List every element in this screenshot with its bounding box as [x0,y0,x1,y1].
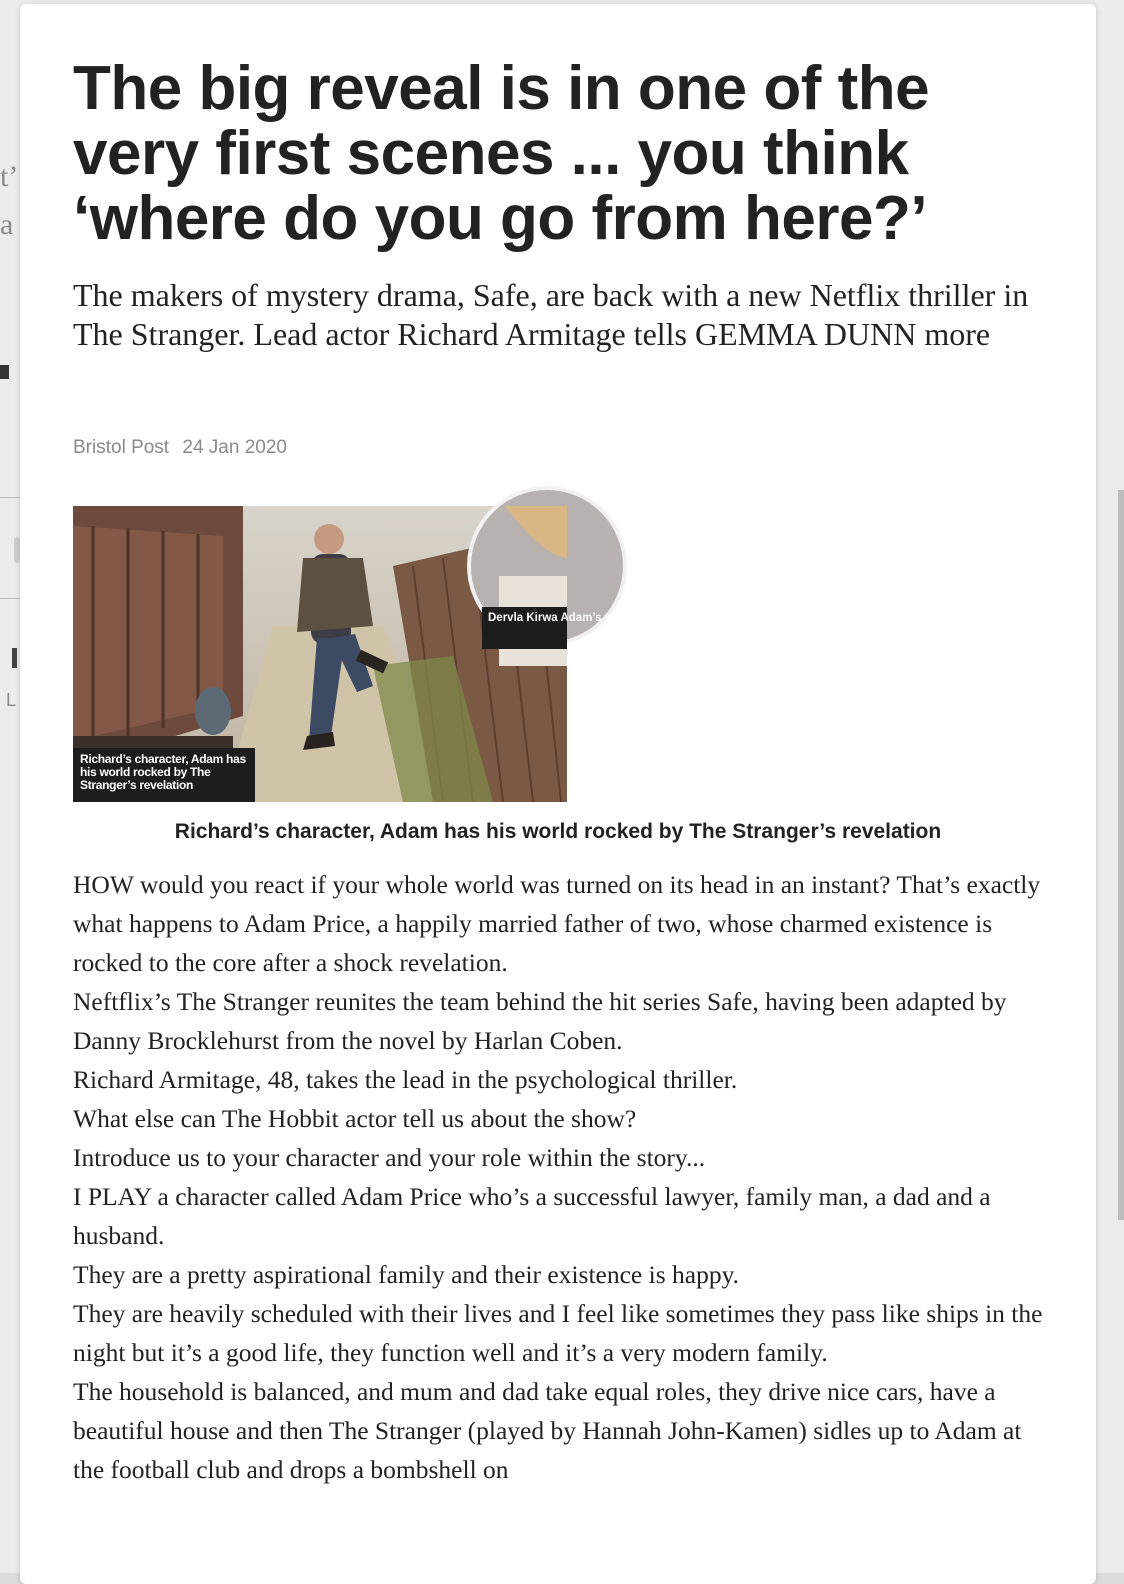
background-divider [0,497,20,498]
background-text-fragment: a [0,208,14,241]
background-bullet [0,365,9,379]
article-source: Bristol Post [73,437,170,458]
article-body [73,865,1058,1489]
photo-inset-label: Dervla Kirwa Adam’s wife [482,607,567,649]
article-image[interactable] [73,506,628,802]
article-paragraph: HOW would you react if your whole world was turned on its head in an instant? That’s exactly what happens to Adam Price, a happily married father of two, whose charmed existence is rocked to the core after a shock revelation. [73,870,1041,977]
article-date: 24 Jan 2020 [182,437,287,458]
article-meta [73,437,295,459]
background-divider [0,598,20,599]
article-paragraph: Richard Armitage, 48, takes the lead in the psychological thriller. [73,1065,738,1094]
article-paragraph: They are heavily scheduled with their lives and I feel like sometimes they pass like ships in the night but it’s a good life, they function well and it’s a very modern family. [73,1299,1043,1367]
article-paragraph: The household is balanced, and mum and dad take equal roles, they drive nice cars, have a beautiful house and then The Stranger (played by Hannah John-Kamen) sidles up to Adam at the football club and drops a bombshell on [73,1377,1022,1484]
article-standfirst: The makers of mystery drama, Safe, are back with a new Netflix thriller in The Stranger. Lead actor Richard Armitage tells GEMMA DUNN more [73,277,1029,352]
article-paragraph: I PLAY a character called Adam Price who’s a successful lawyer, family man, a dad and a husband. [73,1182,991,1250]
background-text-fragment: L [6,690,17,710]
article-paragraph: Neftflix’s The Stranger reunites the team behind the hit series Safe, having been adapted by Danny Brocklehurst from the novel by Harlan Coben. [73,987,1007,1055]
article-paragraph: They are a pretty aspirational family and their existence is happy. [73,1260,740,1289]
article-modal [20,4,1096,1584]
background-scrollbar [1118,490,1124,1220]
photo-embedded-caption: Richard’s character, Adam has his world rocked by The Stranger’s revelation [73,748,255,802]
image-caption: Richard’s character, Adam has his world rocked by The Stranger’s revelation [174,820,942,843]
article-paragraph: What else can The Hobbit actor tell us about the show? [73,1104,637,1133]
background-text-fragment: t’ [0,160,19,193]
article-headline: The big reveal is in one of the very first scenes ... you think ‘where do you go from here?’ [73,54,930,253]
article-paragraph: Introduce us to your character and your role within the story... [73,1143,706,1172]
background-glyph [12,648,17,668]
